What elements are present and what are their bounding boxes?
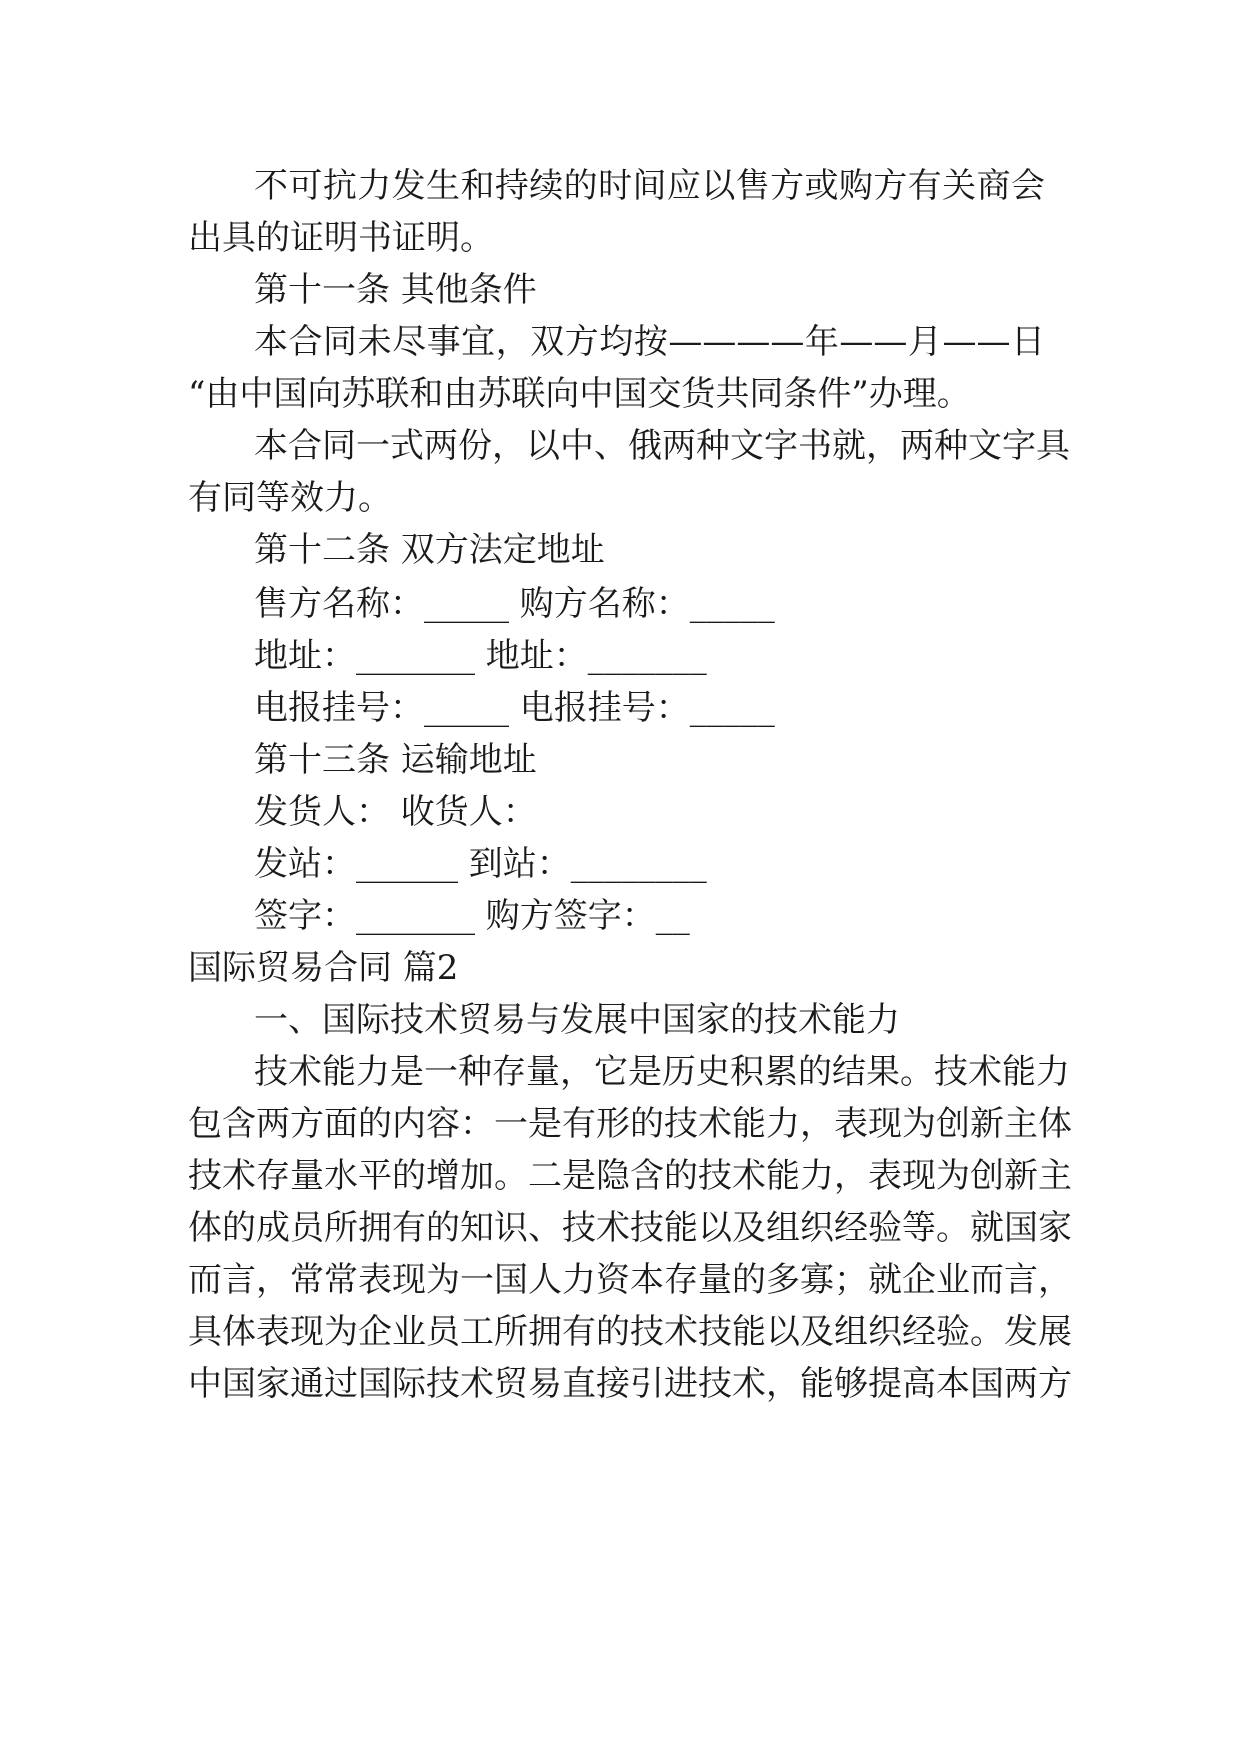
paragraph-line: 而言，常常表现为一国人力资本存量的多寡；就企业而言，: [188, 1260, 1072, 1300]
form-line-address: 地址：_______ 地址：_______: [254, 636, 707, 676]
paragraph-line: 本合同未尽事宜，双方均按————年——月——日: [254, 322, 1045, 362]
section-heading: 第十二条 双方法定地址: [254, 530, 605, 570]
paragraph-line: 中国家通过国际技术贸易直接引进技术，能够提高本国两方: [188, 1364, 1072, 1404]
form-line-telegraph: 电报挂号：_____ 电报挂号：_____: [254, 688, 775, 728]
paragraph-line: 包含两方面的内容：一是有形的技术能力，表现为创新主体: [188, 1104, 1072, 1144]
paragraph-line: 不可抗力发生和持续的时间应以售方或购方有关商会: [254, 166, 1045, 206]
section-heading: 一、国际技术贸易与发展中国家的技术能力: [254, 1000, 900, 1040]
paragraph-line: 出具的证明书证明。: [188, 218, 494, 258]
section-heading: 第十三条 运输地址: [254, 740, 537, 780]
form-line-seller-buyer-name: 售方名称：_____ 购方名称：_____: [254, 584, 775, 624]
paragraph-line: 本合同一式两份，以中、俄两种文字书就，两种文字具: [254, 426, 1070, 466]
paragraph-line: 有同等效力。: [188, 478, 392, 518]
paragraph-line: 具体表现为企业员工所拥有的技术技能以及组织经验。发展: [188, 1312, 1072, 1352]
form-line-consignor-consignee: 发货人： 收货人：: [254, 792, 537, 832]
paragraph-line: 体的成员所拥有的知识、技术技能以及组织经验等。就国家: [188, 1208, 1072, 1248]
paragraph-line: “由中国向苏联和由苏联向中国交货共同条件”办理。: [188, 374, 971, 414]
section-heading: 第十一条 其他条件: [254, 270, 537, 310]
paragraph-line: 技术能力是一种存量，它是历史积累的结果。技术能力: [254, 1052, 1070, 1092]
document-title: 国际贸易合同 篇2: [188, 948, 459, 988]
paragraph-line: 技术存量水平的增加。二是隐含的技术能力，表现为创新主: [188, 1156, 1072, 1196]
form-line-signatures: 签字：_______ 购方签字：__: [254, 896, 690, 936]
form-line-stations: 发站：______ 到站：________: [254, 844, 707, 884]
